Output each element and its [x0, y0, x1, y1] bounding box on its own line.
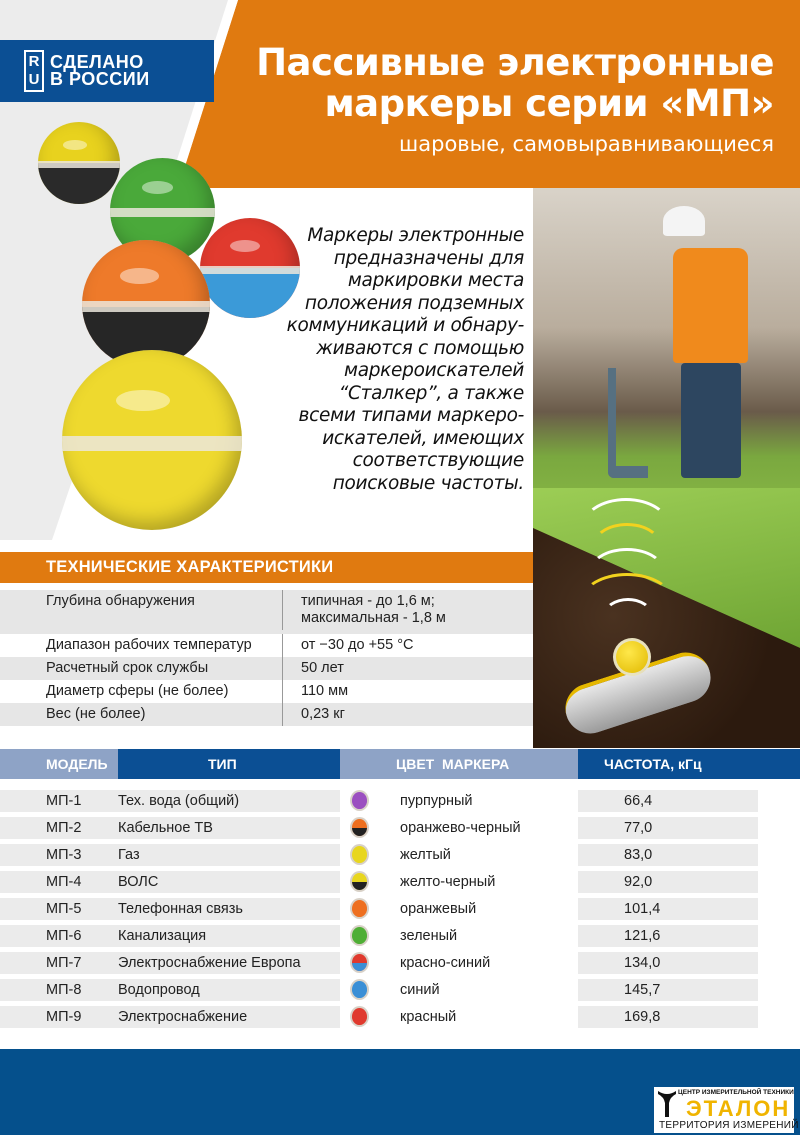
header-color: ЦВЕТ МАРКЕРА [340, 749, 578, 779]
description-line: всеми типами маркеро- [298, 405, 524, 426]
color-cell: красный [400, 1008, 457, 1025]
type-cell: Кабельное ТВ [118, 817, 340, 839]
model-cell: МП-3 [0, 844, 118, 866]
marker-color-icon [352, 900, 367, 917]
model-cell: МП-6 [0, 925, 118, 947]
frequency-cell: 101,4 [578, 898, 758, 920]
photo-worker-helmet [663, 206, 705, 236]
color-cell: желтый [400, 846, 451, 863]
marker-ball-orange-black [82, 240, 210, 368]
type-cell: ВОЛС [118, 871, 340, 893]
frequency-cell: 83,0 [578, 844, 758, 866]
specs-table [0, 590, 533, 726]
spec-value: 0,23 кг [301, 706, 345, 722]
type-cell: Водопровод [118, 979, 340, 1001]
frequency-cell: 145,7 [578, 979, 758, 1001]
marker-color-icon [352, 981, 367, 998]
model-cell: МП-5 [0, 898, 118, 920]
model-cell: МП-2 [0, 817, 118, 839]
page-subtitle: шаровые, самовыравнивающиеся [399, 132, 774, 156]
header-type: ТИП [118, 749, 340, 779]
color-cell: красно-синий [400, 954, 491, 971]
model-row [0, 895, 800, 922]
spec-row [0, 703, 533, 726]
model-row [0, 787, 800, 814]
spec-row [0, 634, 533, 657]
field-photo [533, 188, 800, 748]
etalon-mark-icon [658, 1091, 676, 1117]
model-row [0, 922, 800, 949]
color-cell: оранжево-черный [400, 819, 521, 836]
photo-worker-legs [681, 363, 741, 478]
model-cell: МП-8 [0, 979, 118, 1001]
spec-label: Диаметр сферы (не более) [0, 680, 283, 703]
description-line: предназначены для [333, 247, 524, 269]
marker-color-icon [352, 792, 367, 809]
spec-label: Глубина обнаружения [0, 590, 283, 630]
made-in-russia-badge [0, 40, 214, 102]
etalon-logo: ЦЕНТР ИЗМЕРИТЕЛЬНОЙ ТЕХНИКИ ЭТАЛОН ТЕРРИТОРИЯ ИЗМЕРЕНИЙ [654, 1087, 794, 1133]
description-line: коммуникаций и обнару- [286, 315, 524, 336]
description-line: положения подземных [304, 292, 524, 314]
type-cell: Тех. вода (общий) [118, 790, 340, 812]
type-cell: Телефонная связь [118, 898, 340, 920]
models-table-body [0, 787, 800, 1030]
photo-worker-vest [673, 248, 748, 363]
spec-row [0, 590, 533, 634]
spec-row [0, 680, 533, 703]
description-line: поисковые частоты. [332, 472, 524, 494]
model-row [0, 814, 800, 841]
specs-title: ТЕХНИЧЕСКИЕ ХАРАКТЕРИСТИКИ [46, 558, 334, 576]
header-model: МОДЕЛЬ [0, 749, 118, 779]
frequency-cell: 169,8 [578, 1006, 758, 1028]
spec-value: 50 лет [301, 660, 344, 676]
spec-label: Расчетный срок службы [0, 657, 283, 680]
frequency-cell: 92,0 [578, 871, 758, 893]
model-row [0, 841, 800, 868]
description-line: соответствующие [352, 450, 524, 471]
description-line: Маркеры электронные [307, 225, 524, 246]
marker-ball-yellow-black [38, 122, 120, 204]
model-row [0, 976, 800, 1003]
made-in-russia-text: СДЕЛАНО В РОССИИ [50, 52, 150, 89]
signal-wave-icon [603, 598, 653, 633]
ru-logo-icon: R U [24, 50, 44, 92]
description-line: маркероискателей [344, 360, 524, 381]
marker-color-icon [352, 819, 367, 836]
marker-color-icon [352, 954, 367, 971]
color-cell: синий [400, 981, 440, 998]
marker-color-icon [352, 846, 367, 863]
description-line: искателей, имеющих [322, 427, 524, 449]
frequency-cell: 134,0 [578, 952, 758, 974]
frequency-cell: 77,0 [578, 817, 758, 839]
color-cell: зеленый [400, 927, 458, 944]
spec-value: 110 мм [301, 683, 349, 699]
spec-value: от −30 до +55 °С [301, 637, 414, 653]
header-frequency: ЧАСТОТА, кГц [578, 749, 800, 779]
model-row [0, 868, 800, 895]
type-cell: Газ [118, 844, 340, 866]
marker-ball-yellow-large [62, 350, 242, 530]
buried-marker-ball [613, 638, 651, 676]
spec-value: типичная - до 1,6 м; максимальная - 1,8 м [301, 593, 446, 626]
spec-row [0, 657, 533, 680]
product-description [284, 225, 524, 495]
description-line: маркировки места [347, 270, 524, 291]
model-cell: МП-9 [0, 1006, 118, 1028]
model-cell: МП-1 [0, 790, 118, 812]
marker-color-icon [352, 873, 367, 890]
models-table-header [0, 749, 800, 779]
type-cell: Канализация [118, 925, 340, 947]
model-row [0, 1003, 800, 1030]
frequency-cell: 121,6 [578, 925, 758, 947]
marker-color-icon [352, 1008, 367, 1025]
page-title: Пассивные электронные маркеры серии «МП» [256, 41, 774, 125]
model-row [0, 949, 800, 976]
color-cell: оранжевый [400, 900, 477, 917]
marker-locator-device [608, 368, 648, 478]
type-cell: Электроснабжение Европа [118, 952, 340, 974]
description-line: живаются с помощью [316, 337, 524, 359]
color-cell: пурпурный [400, 792, 473, 809]
product-image-markers [20, 120, 310, 540]
model-cell: МП-4 [0, 871, 118, 893]
spec-label: Вес (не более) [0, 703, 283, 726]
frequency-cell: 66,4 [578, 790, 758, 812]
color-cell: желто-черный [400, 873, 496, 890]
description-line: “Сталкер”, а также [338, 382, 524, 404]
model-cell: МП-7 [0, 952, 118, 974]
marker-color-icon [352, 927, 367, 944]
type-cell: Электроснабжение [118, 1006, 340, 1028]
spec-label: Диапазон рабочих температур [0, 634, 283, 657]
